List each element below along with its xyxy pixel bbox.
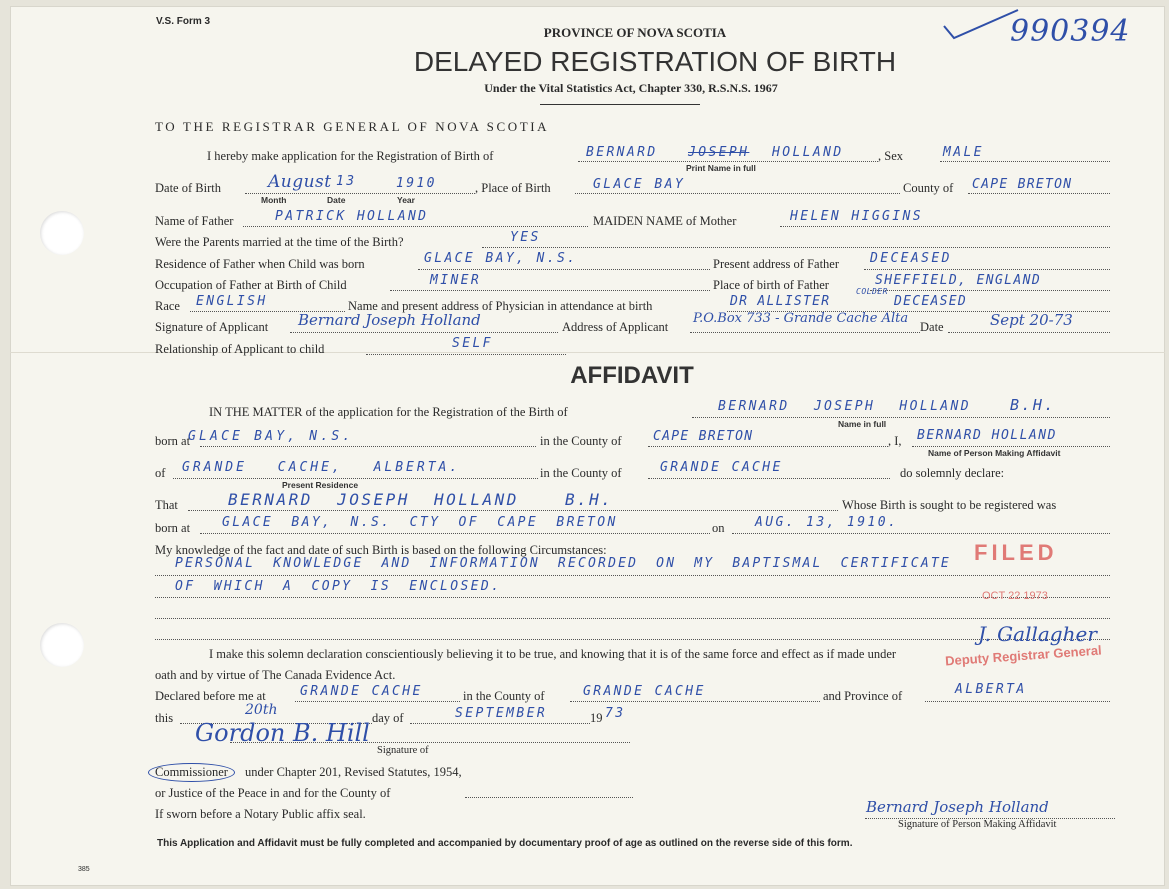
dob-field[interactable] [245, 193, 475, 194]
punch-hole [40, 623, 84, 667]
month-value: SEPTEMBER [455, 706, 548, 721]
occupation-label: Occupation of Father at Birth of Child [155, 278, 347, 292]
dob-month: August [268, 172, 332, 192]
county-value: CAPE BRETON [972, 177, 1073, 192]
circumstance-1: PERSONAL KNOWLEDGE AND INFORMATION RECORDED ON MY BAPTISMAL CERTIFICATE [175, 556, 951, 571]
stamp-date: OCT 22 1973 [982, 590, 1048, 602]
month-caption: Month [261, 195, 287, 205]
i-label: , I, [888, 434, 902, 448]
intro-text: I hereby make application for the Registration of Birth of [207, 149, 494, 163]
name-caption: Print Name in full [686, 163, 756, 173]
circumstance-2: OF WHICH A COPY IS ENCLOSED. [175, 579, 502, 594]
married-field[interactable] [482, 247, 1110, 248]
residence-county-value: GRANDE CACHE [660, 460, 783, 475]
sig-applicant-label: Signature of Applicant [155, 320, 269, 334]
sig-applicant-field[interactable] [290, 332, 558, 333]
declared-county-field[interactable] [570, 701, 820, 702]
child-name-field[interactable] [578, 161, 878, 162]
whose-birth-label: Whose Birth is sought to be registered was [842, 498, 1057, 512]
of-label: of [155, 466, 166, 480]
pob-value: GLACE BAY [593, 177, 686, 192]
subtitle: Under the Vital Statistics Act, Chapter 330, R.S.N.S. 1967 [484, 81, 778, 95]
province-field[interactable] [925, 701, 1110, 702]
notary-line: If sworn before a Notary Public affix seal. [155, 807, 366, 821]
affiant-caption: Name of Person Making Affidavit [928, 448, 1061, 458]
born-at-field[interactable] [200, 446, 536, 447]
occupation-value: MINER [430, 273, 482, 288]
affiant-residence: GRANDE CACHE, ALBERTA. [182, 460, 461, 475]
declared-at-value: GRANDE CACHE [300, 684, 423, 699]
married-value: YES [510, 230, 541, 245]
sex-value: MALE [943, 145, 984, 160]
footer-code: 385 [78, 866, 90, 873]
date-label: Date [920, 320, 944, 334]
day-of-label: day of [372, 711, 404, 725]
declaration-line-1: I make this solemn declaration conscientiously believing it to be true, and knowing that it is of the same force and effect as if made under [209, 647, 897, 661]
address-applicant-label: Address of Applicant [562, 320, 669, 334]
in-county-label: in the County of [540, 434, 622, 448]
father-label: Name of Father [155, 214, 234, 228]
stamp-title: Deputy Registrar General [944, 642, 1103, 669]
occupation-field[interactable] [390, 290, 710, 291]
matter-text: IN THE MATTER of the application for the Registration of the Birth of [209, 405, 568, 419]
born-county-field[interactable] [648, 446, 888, 447]
mother-field[interactable] [780, 226, 1110, 227]
father-pob-label: Place of birth of Father [713, 278, 829, 292]
year-caption: Year [397, 195, 415, 205]
affidavit-initials: B.H. [1010, 396, 1056, 414]
born-on-field[interactable] [732, 533, 1110, 534]
sex-field[interactable] [940, 161, 1110, 162]
relationship-value: SELF [452, 336, 493, 351]
circumstance-line-4[interactable] [155, 639, 1110, 640]
form-number: V.S. Form 3 [156, 16, 211, 27]
present-address-field[interactable] [864, 269, 1110, 270]
year-prefix: 19 [590, 711, 603, 725]
province-value: ALBERTA [955, 682, 1027, 697]
born-county-value: CAPE BRETON [653, 429, 754, 444]
father-pob-value: SHEFFIELD, ENGLAND [875, 273, 1042, 288]
dob-label: Date of Birth [155, 181, 221, 195]
on-label: on [712, 521, 725, 535]
child-middle-name: JOSEPH [688, 145, 750, 160]
province-heading: PROVINCE OF NOVA SCOTIA [543, 25, 727, 40]
residence-county-field[interactable] [648, 478, 890, 479]
date-caption: Date [327, 195, 346, 205]
physician-insert: COLDER [856, 287, 888, 296]
justice-line: or Justice of the Peace in and for the County of [155, 786, 391, 800]
mother-value: HELEN HIGGINS [790, 209, 923, 224]
residence-label: Residence of Father when Child was born [155, 257, 365, 271]
declared-county-value: GRANDE CACHE [583, 684, 706, 699]
physician-value: DR ALLISTER [730, 294, 831, 309]
present-address-label: Present address of Father [713, 257, 840, 271]
mother-label: MAIDEN NAME of Mother [593, 214, 737, 228]
circumstance-line-2[interactable] [155, 597, 1110, 598]
registration-number: 990394 [1010, 14, 1131, 49]
circumstance-line-3[interactable] [155, 618, 1110, 619]
this-label: this [155, 711, 174, 725]
in-county-label-2: in the County of [540, 466, 622, 480]
affiant-name: BERNARD HOLLAND [917, 428, 1057, 443]
relationship-field[interactable] [366, 354, 566, 355]
present-address-value: DECEASED [870, 251, 952, 266]
date-field[interactable] [948, 332, 1110, 333]
affiant-field[interactable] [912, 446, 1110, 447]
affidavit-name-caption: Name in full [838, 419, 887, 429]
dob-day: 13 [336, 174, 357, 189]
that-label: That [155, 498, 178, 512]
affiant-residence-field[interactable] [173, 478, 538, 479]
footer-notice: This Application and Affidavit must be fully completed and accompanied by documentary proof of age as outlined on the reverse side of this form. [157, 838, 853, 849]
month-field[interactable] [410, 723, 590, 724]
married-label: Were the Parents married at the time of the Birth? [155, 235, 404, 249]
addressee: TO THE REGISTRAR GENERAL OF NOVA SCOTIA [155, 119, 550, 134]
sex-label: , Sex [878, 149, 903, 163]
date-value: Sept 20-73 [990, 311, 1073, 329]
affidavit-title: AFFIDAVIT [570, 362, 694, 389]
father-pob-field[interactable] [870, 290, 1110, 291]
page-title: DELAYED REGISTRATION OF BIRTH [413, 46, 897, 77]
born-at-2-value: GLACE BAY, N.S. CTY OF CAPE BRETON [222, 515, 618, 530]
born-at-value: GLACE BAY, N.S. [188, 429, 354, 444]
affidavit-child-name: BERNARD JOSEPH HOLLAND [718, 399, 971, 414]
declared-at-field[interactable] [295, 701, 460, 702]
applicant-signature: Bernard Joseph Holland [298, 311, 481, 329]
justice-county-field[interactable] [465, 797, 633, 798]
pob-label: , Place of Birth [475, 181, 551, 195]
punch-hole [40, 211, 84, 255]
relationship-label: Relationship of Applicant to child [155, 342, 325, 356]
province-label: and Province of [823, 689, 903, 703]
residence-caption: Present Residence [282, 480, 359, 490]
address-applicant-value: P.O.Box 733 - Grande Cache Alta [693, 311, 909, 326]
child-first-name: BERNARD [586, 145, 658, 160]
born-on-value: AUG. 13, 1910. [755, 515, 899, 530]
residence-value: GLACE BAY, N.S. [424, 251, 578, 266]
that-field[interactable] [188, 510, 838, 511]
declare-label: do solemnly declare: [900, 466, 1005, 480]
declared-label: Declared before me at [155, 689, 266, 703]
county-field[interactable] [968, 193, 1110, 194]
commissioner-signature: Gordon B. Hill [195, 719, 370, 747]
commissioner-line: under Chapter 201, Revised Statutes, 1954, [245, 765, 462, 779]
affiant-signature-caption: Signature of Person Making Affidavit [898, 819, 1057, 830]
signature-caption: Signature of [377, 745, 429, 756]
knowledge-label: My knowledge of the fact and date of such Birth is based on the following Circumstances: [155, 543, 607, 557]
that-initials: B.H. [565, 490, 614, 509]
commissioner-signature-line[interactable] [230, 742, 630, 743]
address-applicant-field[interactable] [690, 332, 920, 333]
born-at-2-field[interactable] [200, 533, 710, 534]
registrar-signature: J. Gallagher [978, 622, 1097, 646]
affidavit-child-field[interactable] [692, 417, 1110, 418]
residence-field[interactable] [418, 269, 710, 270]
affiant-signature: Bernard Joseph Holland [866, 798, 1049, 816]
child-last-name: HOLLAND [772, 145, 844, 160]
dob-year: 1910 [396, 176, 437, 191]
commissioner-word: Commissioner [148, 763, 235, 782]
physician-label: Name and present address of Physician in attendance at birth [348, 299, 653, 313]
declaration-line-2: oath and by virtue of The Canada Evidence Act. [155, 668, 396, 682]
father-field[interactable] [243, 226, 588, 227]
in-county-label-3: in the County of [463, 689, 545, 703]
day-value: 20th [245, 702, 278, 718]
physician-status: DECEASED [894, 294, 968, 309]
filed-stamp: FILED [974, 540, 1058, 565]
race-label: Race [155, 299, 180, 313]
county-label: County of [903, 181, 954, 195]
pob-field[interactable] [575, 193, 900, 194]
that-name: BERNARD JOSEPH HOLLAND [228, 490, 519, 509]
circumstance-line-1[interactable] [155, 575, 1110, 576]
father-value: PATRICK HOLLAND [275, 209, 429, 224]
race-value: ENGLISH [196, 294, 268, 309]
born-at-label-2: born at [155, 521, 191, 535]
year-suffix: 73 [605, 706, 626, 721]
title-rule [540, 104, 700, 105]
born-at-label: born at [155, 434, 191, 448]
